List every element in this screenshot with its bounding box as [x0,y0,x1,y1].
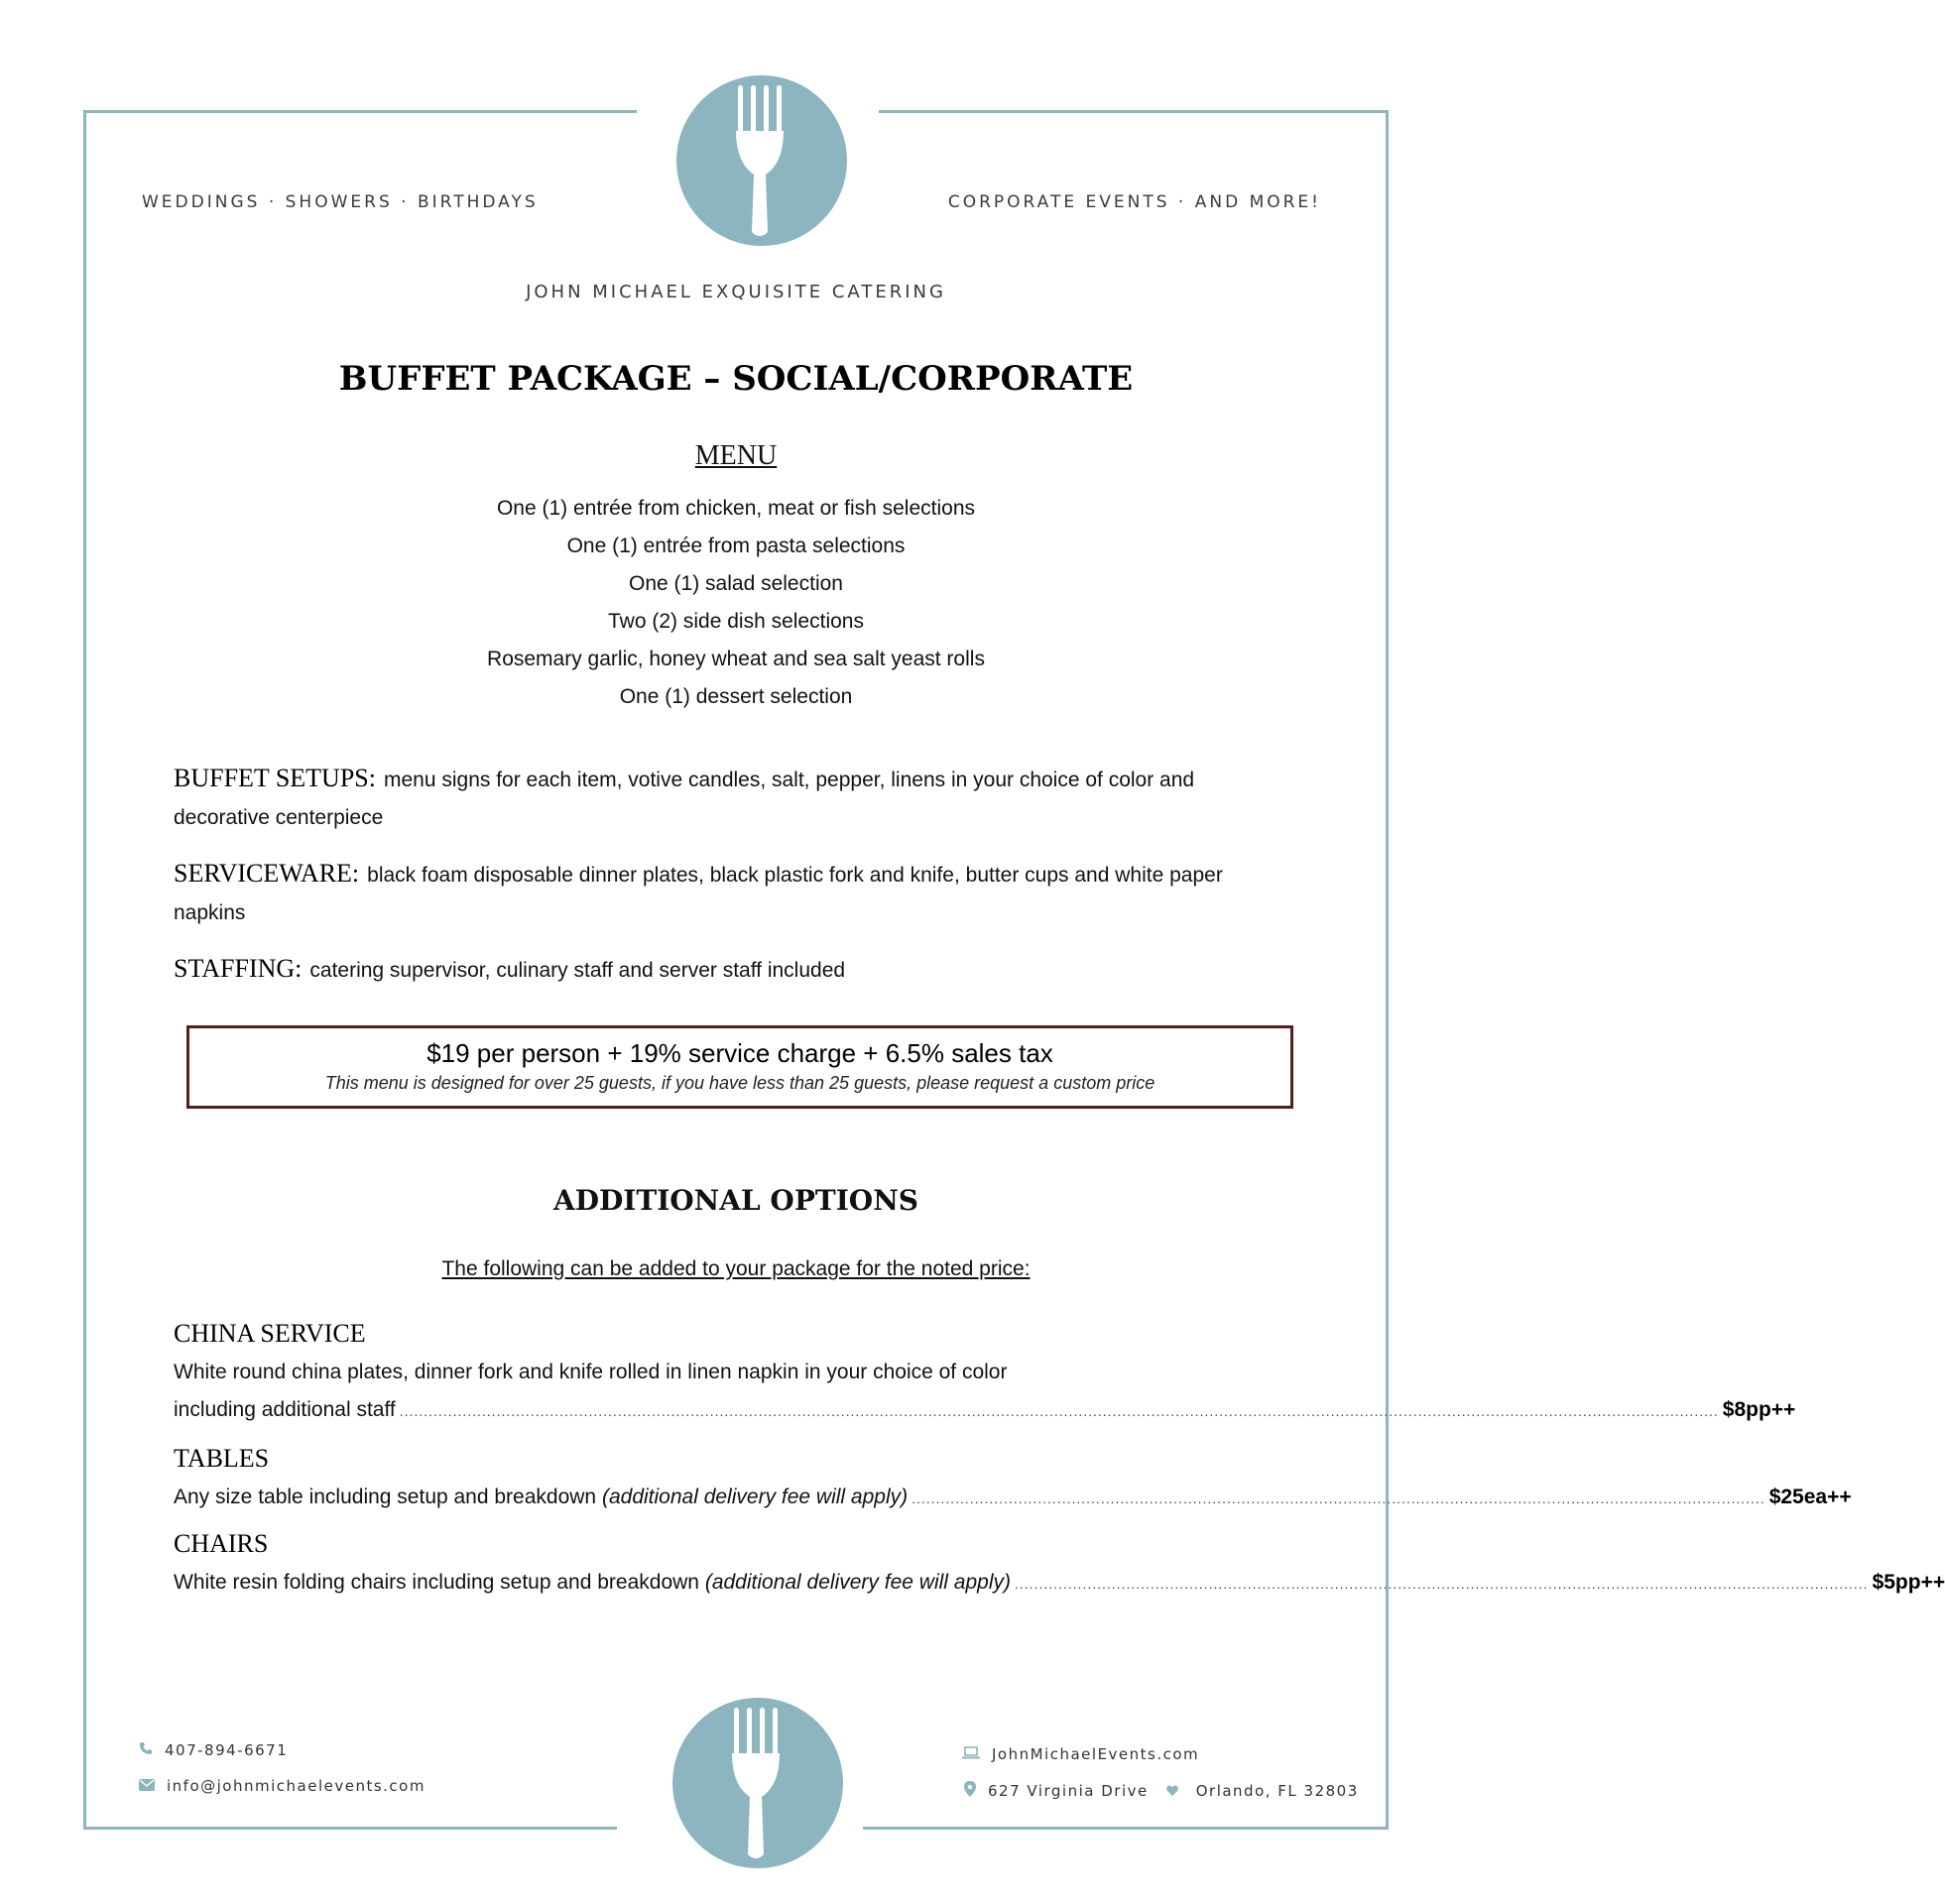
phone-number: 407-894-6671 [165,1741,289,1759]
leader-dots: ................................................................................................................................................................................ [1014,1576,1869,1592]
china-service-line2: including additional staff [174,1398,396,1421]
frame-bottom-left [83,1827,617,1830]
tables-note: (additional delivery fee will apply) [601,1486,909,1508]
fork-icon [732,83,791,238]
right-tagline: CORPORATE EVENTS · AND MORE! [947,192,1321,212]
staffing-text: catering supervisor, culinary staff and server staff included [309,959,846,982]
footer-address [964,1781,1359,1801]
frame-top-left [83,110,637,113]
laptop-icon [962,1745,980,1763]
menu-item: One (1) entrée from pasta selections [566,535,906,557]
leader-dots: ................................................................................................................................................................................ [912,1490,1765,1506]
chairs-heading: CHAIRS [174,1529,269,1558]
email-address: info@johnmichaelevents.com [167,1777,425,1795]
menu-item: Two (2) side dish selections [608,610,864,633]
serviceware-text: black foam disposable dinner plates, black plastic fork and knife, butter cups and white paper napkins [174,864,1223,924]
menu-item: One (1) dessert selection [619,685,853,708]
location-pin-icon [964,1781,976,1801]
additional-options-subheading: The following can be added to your package for the noted price: [441,1257,1031,1280]
company-name: JOHN MICHAEL EXQUISITE CATERING [526,282,946,302]
menu-heading: MENU [694,440,778,471]
china-service-row [174,1398,1796,1422]
chairs-text: White resin folding chairs including setup and breakdown [174,1571,699,1594]
tables-heading: TABLES [174,1444,270,1473]
menu-item: Rosemary garlic, honey wheat and sea salt yeast rolls [487,648,985,670]
buffet-setups-label: BUFFET SETUPS: [174,764,376,792]
chairs-price: $5pp++ [1872,1571,1945,1594]
buffet-setups [174,760,1284,837]
tables-row [174,1486,1852,1509]
footer-phone[interactable] [139,1741,288,1759]
street-address: 627 Virginia Drive [988,1782,1149,1800]
website: JohnMichaelEvents.com [992,1745,1200,1763]
price-box [186,1025,1293,1109]
additional-options-heading: ADDITIONAL OPTIONS [552,1184,919,1217]
frame-top-right [879,110,1389,113]
footer-email[interactable] [139,1777,425,1795]
buffet-setups-text: menu signs for each item, votive candles, salt, pepper, linens in your choice of color and decorative centerpiece [174,769,1195,829]
menu-item: One (1) entrée from chicken, meat or fish selections [496,497,976,520]
china-service-heading: CHINA SERVICE [174,1319,366,1348]
footer-website[interactable] [962,1745,1199,1763]
page-title: BUFFET PACKAGE – SOCIAL/CORPORATE [338,359,1134,399]
frame-bottom-right [863,1827,1389,1830]
tables-text: Any size table including setup and breakdown [174,1486,597,1508]
chairs-row [174,1571,1945,1595]
tables-price: $25ea++ [1768,1486,1852,1508]
fork-icon [728,1706,788,1860]
serviceware [174,855,1284,932]
menu-list [0,490,1472,716]
leader-dots: ................................................................................................................................................................................................................................................................................ [399,1403,1719,1419]
phone-icon [139,1741,153,1759]
city-state-zip: Orlando, FL 32803 [1195,1782,1359,1800]
email-icon [139,1777,155,1795]
price-note: This menu is designed for over 25 guests, if you have less than 25 guests, please request a custom price [324,1073,1155,1093]
staffing-label: STAFFING: [174,954,303,983]
heart-icon [1166,1782,1178,1800]
bottom-logo [672,1698,843,1868]
chairs-note: (additional delivery fee will apply) [704,1571,1011,1594]
top-logo [676,75,847,246]
left-tagline: WEDDINGS · SHOWERS · BIRTHDAYS [142,192,539,212]
china-service-price: $8pp++ [1722,1398,1796,1421]
price-main: $19 per person + 19% service charge + 6.5% sales tax [426,1038,1053,1068]
staffing [174,950,1284,990]
serviceware-label: SERVICEWARE: [174,859,360,888]
china-service-line1: White round china plates, dinner fork and knife rolled in linen napkin in your choice of color [174,1361,1008,1383]
menu-item: One (1) salad selection [629,572,843,595]
